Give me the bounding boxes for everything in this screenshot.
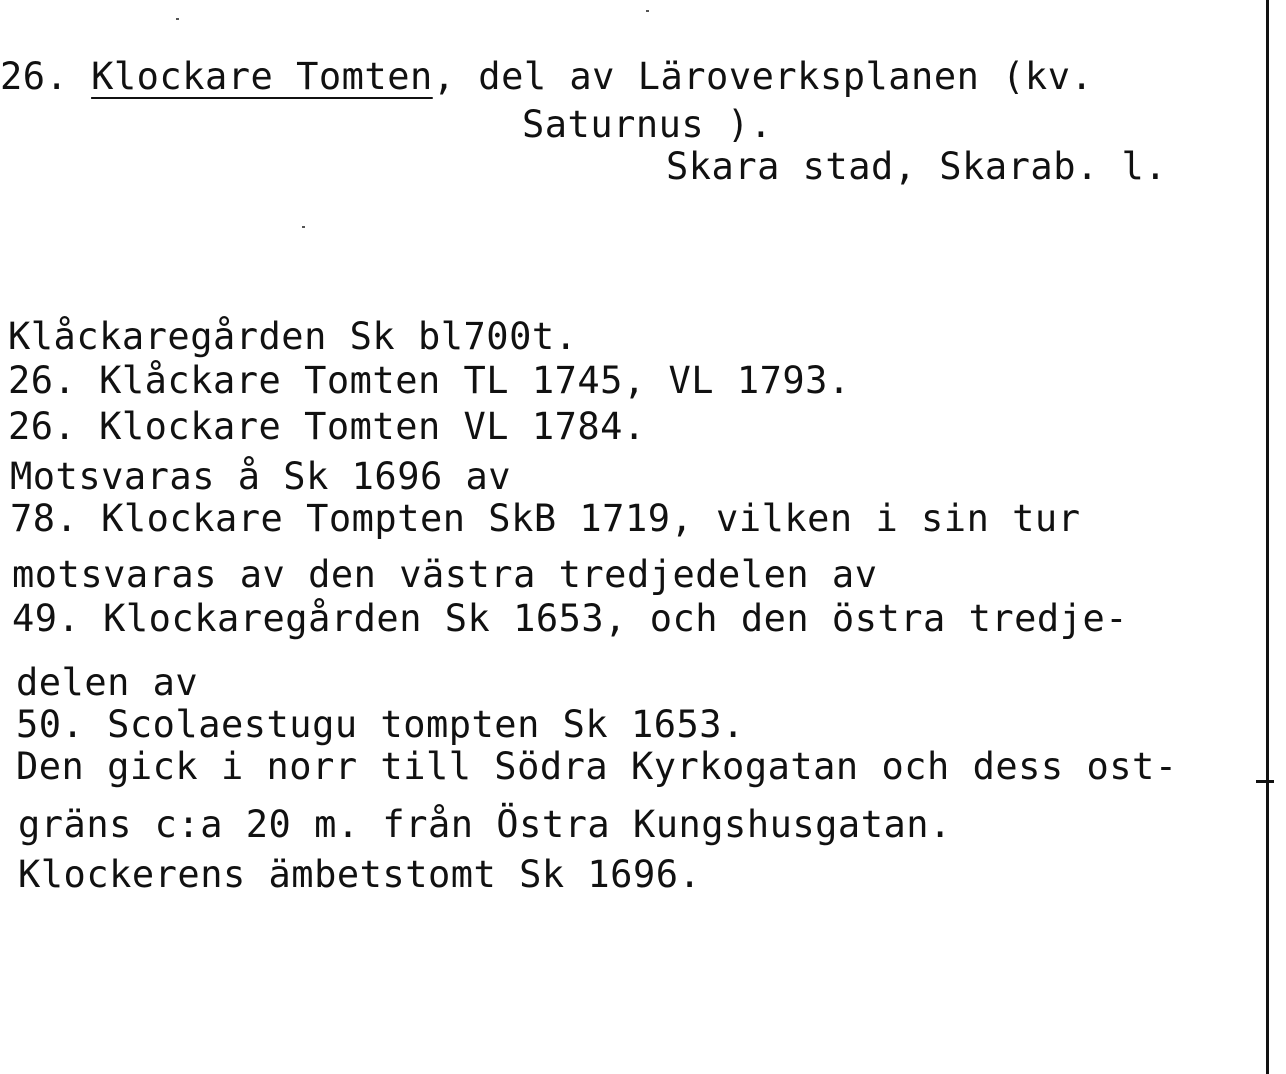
body-line-2: 26. Klåckare Tomten TL 1745, VL 1793.	[8, 359, 851, 402]
body-line-10: Den gick i norr till Södra Kyrkogatan och dess ost-	[16, 745, 1178, 788]
body-line-1: Klåckaregården Sk bl700t.	[8, 315, 578, 358]
card-description-line-1: , del av Läroverksplanen (kv.	[432, 55, 1094, 98]
body-line-11: gräns c:a 20 m. från Östra Kungshusgatan.	[18, 803, 952, 846]
card-location: Skara stad, Skarab. l.	[666, 145, 1168, 188]
body-line-8: delen av	[16, 661, 199, 704]
body-line-9: 50. Scolaestugu tompten Sk 1653.	[16, 703, 745, 746]
body-line-7: 49. Klockaregården Sk 1653, och den östra tredje-	[12, 597, 1129, 640]
card-right-edge	[1266, 0, 1269, 1074]
card-title: Klockare Tomten	[91, 55, 433, 98]
body-line-5: 78. Klockare Tompten SkB 1719, vilken i sin tur	[10, 497, 1081, 540]
body-line-3: 26. Klockare Tomten VL 1784.	[8, 405, 646, 448]
paper-speck	[176, 18, 179, 20]
card-heading-line	[0, 55, 1094, 98]
body-line-12: Klockerens ämbetstomt Sk 1696.	[18, 853, 702, 896]
body-line-6: motsvaras av den västra tredjedelen av	[12, 553, 878, 596]
body-line-4: Motsvaras å Sk 1696 av	[10, 455, 512, 498]
card-number: 26.	[0, 55, 69, 98]
card-description-line-2: Saturnus ).	[522, 103, 773, 146]
paper-speck	[646, 10, 649, 12]
card-edge-tick	[1256, 780, 1274, 783]
paper-speck	[302, 226, 305, 228]
